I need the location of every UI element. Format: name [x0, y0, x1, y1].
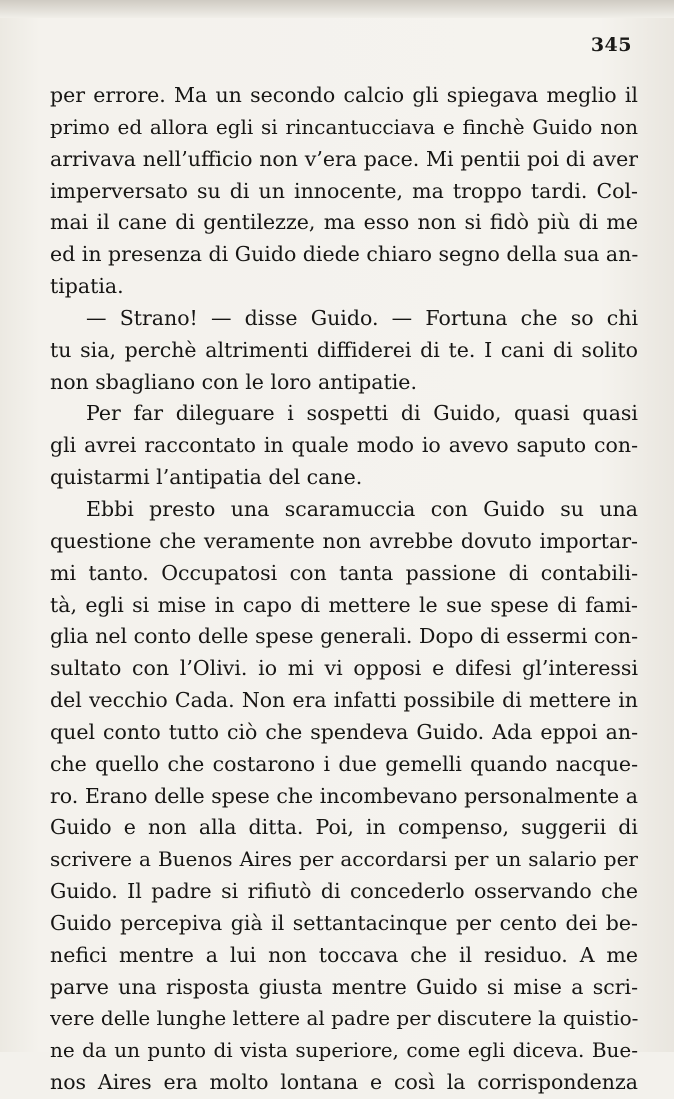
- text-line: che quello che costarono i due gemelli quando nacque-: [50, 751, 638, 776]
- text-line: mi tanto. Occupatosi con tanta passione di contabili-: [50, 560, 638, 585]
- text-line: vere delle lunghe lettere al padre per discutere la quistio-: [50, 1006, 638, 1031]
- text-line: Guido. Il padre si rifiutò di concederlo osservando che: [50, 879, 638, 904]
- text-line: Ebbi presto una scaramuccia con Guido su una: [86, 496, 638, 521]
- text-line: — Strano! — disse Guido. — Fortuna che so chi: [86, 305, 638, 330]
- text-line: glia nel conto delle spese generali. Dopo di essermi con-: [50, 624, 638, 649]
- text-line: imperversato su di un innocente, ma troppo tardi. Col-: [50, 178, 638, 203]
- text-line: nefici mentre a lui non toccava che il residuo. A me: [50, 942, 638, 967]
- text-line: Guido percepiva già il settantacinque per cento dei be-: [50, 910, 638, 935]
- text-line: del vecchio Cada. Non era infatti possibile di mettere in: [50, 688, 638, 713]
- page-number: 345: [590, 34, 632, 56]
- text-line: per errore. Ma un secondo calcio gli spiegava meglio il: [50, 83, 638, 107]
- text-line: ne da un punto di vista superiore, come egli diceva. Bue-: [50, 1038, 638, 1063]
- text-line: tà, egli si mise in capo di mettere le sue spese di fami-: [50, 592, 638, 617]
- text-line: parve una risposta giusta mentre Guido si mise a scri-: [50, 974, 638, 999]
- body-text: [50, 80, 638, 1099]
- text-line: non sbagliano con le loro antipatie.: [50, 369, 417, 394]
- text-line: questione che veramente non avrebbe dovuto importar-: [50, 528, 638, 553]
- text-line: scrivere a Buenos Aires per accordarsi per un salario per: [50, 847, 638, 872]
- text-line: quel conto tutto ciò che spendeva Guido. Ada eppoi an-: [50, 719, 638, 744]
- text-line: nos Aires era molto lontana e così la corrispondenza: [50, 1070, 638, 1095]
- page-top-shadow: [0, 0, 674, 18]
- text-line: Guido e non alla ditta. Poi, in compenso, suggerii di: [50, 815, 638, 840]
- text-line: gli avrei raccontato in quale modo io avevo saputo con-: [50, 433, 638, 458]
- text-line: tu sia, perchè altrimenti diffiderei di te. I cani di solito: [50, 337, 638, 362]
- text-line: mai il cane di gentilezze, ma esso non si fidò più di me: [50, 210, 638, 235]
- text-line: tipatia.: [50, 274, 124, 299]
- text-line: arrivava nell’ufficio non v’era pace. Mi pentii poi di aver: [50, 146, 638, 171]
- text-line: sultato con l’Olivi. io mi vi opposi e difesi gl’interessi: [50, 656, 638, 681]
- text-line: quistarmi l’antipatia del cane.: [50, 465, 363, 490]
- text-line: Per far dileguare i sospetti di Guido, quasi quasi: [86, 401, 638, 426]
- text-line: ro. Erano delle spese che incombevano personalmente a: [50, 783, 638, 808]
- text-line: primo ed allora egli si rincantucciava e finchè Guido non: [50, 114, 638, 139]
- text-line: ed in presenza di Guido diede chiaro segno della sua an-: [50, 242, 638, 267]
